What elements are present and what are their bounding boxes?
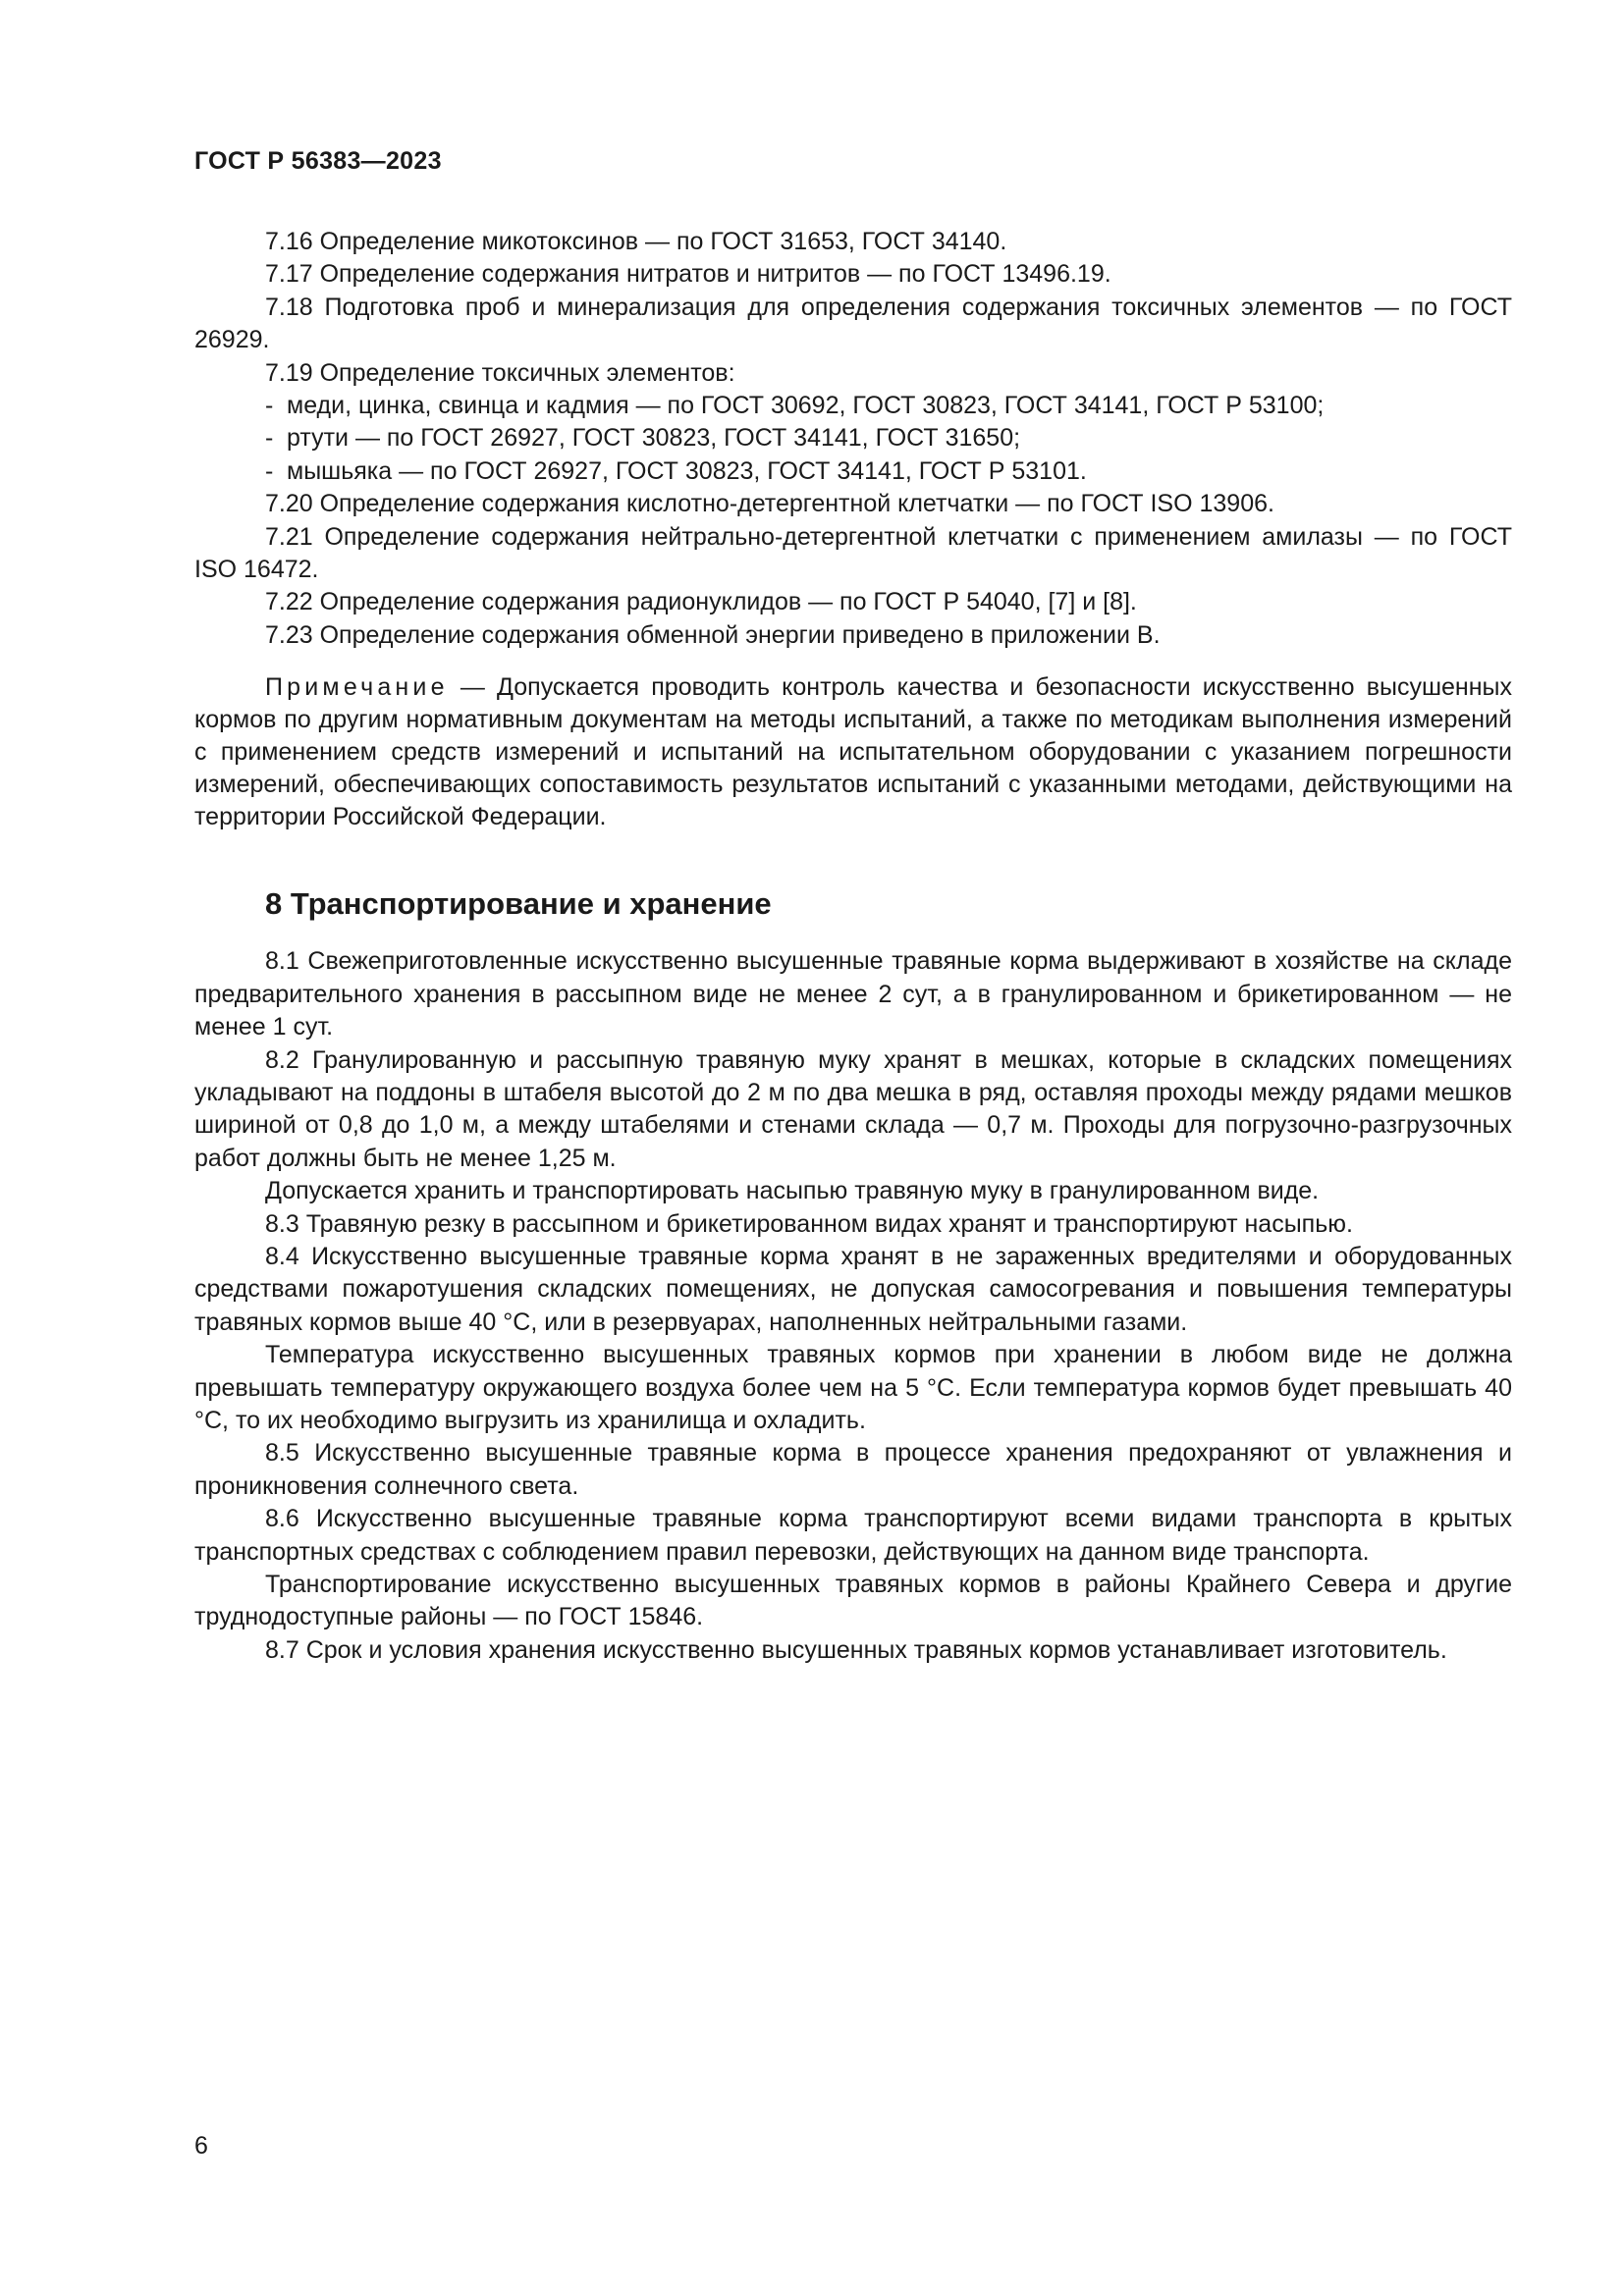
item-8-7: 8.7 Срок и условия хранения искусственно высушенных травяных кормов устанавливает изготовитель. [265, 1635, 1447, 1664]
list-dash: - [265, 424, 274, 453]
note-text: — Допускается проводить контроль качества и безопасности искусственно высушенных кормов по другим нормативным документам на методы испытаний, а также по методикам выполнения измерений с применением средств измерений и испытаний на испытательном оборудовании с указанием погрешности измерений, обеспечивающих сопоставимость результатов испытаний с указанными методами, действующими на территории Российской Федерации. [194, 673, 1512, 831]
item-7-21: 7.21 Определение содержания нейтрально-детергентной клетчатки с применением амилазы — по ГОСТ ISO 16472. [194, 522, 1512, 584]
list-dash: - [265, 456, 274, 485]
list-item-copper-zinc: - меди, цинка, свинца и кадмия — по ГОСТ 30692, ГОСТ 30823, ГОСТ 34141, ГОСТ Р 53100; [194, 390, 1512, 422]
item-7-17: 7.17 Определение содержания нитратов и нитритов — по ГОСТ 13496.19. [265, 260, 1111, 289]
item-7-19: 7.19 Определение токсичных элементов: [265, 358, 735, 387]
document-body [194, 226, 1512, 1667]
item-7-16: 7.16 Определение микотоксинов — по ГОСТ 31653, ГОСТ 34140. [265, 228, 1007, 255]
list-item-arsenic: - мышьяка — по ГОСТ 26927, ГОСТ 30823, ГОСТ 34141, ГОСТ Р 53101. [194, 455, 1512, 488]
item-8-3: 8.3 Травяную резку в рассыпном и брикетированном видах хранят и транспортируют насыпью. [265, 1209, 1353, 1238]
item-7-20: 7.20 Определение содержания кислотно-детергентной клетчатки — по ГОСТ ISO 13906. [265, 490, 1274, 518]
item-7-22: 7.22 Определение содержания радионуклидов — по ГОСТ Р 54040, [7] и [8]. [265, 588, 1137, 616]
item-8-6: 8.6 Искусственно высушенные травяные корма транспортируют всеми видами транспорта в крытых транспортных средствах с соблюдением правил перевозки, действующих на данном виде транспорта. [194, 1505, 1512, 1566]
item-7-18: 7.18 Подготовка проб и минерализация для определения содержания токсичных элементов — по ГОСТ 26929. [194, 293, 1512, 354]
section-8-title: 8 Транспортирование и хранение [265, 886, 772, 922]
list-item-mercury: - ртути — по ГОСТ 26927, ГОСТ 30823, ГОСТ 34141, ГОСТ 31650; [194, 422, 1512, 454]
list-dash: - [265, 392, 274, 420]
item-8-5: 8.5 Искусственно высушенные травяные корма в процессе хранения предохраняют от увлажнения и проникновения солнечного света. [194, 1439, 1512, 1500]
note-label: Примечание [265, 673, 449, 702]
item-8-4-addendum: Температура искусственно высушенных травяных кормов при хранении в любом виде не должна превышать температуру окружающего воздуха более чем на 5 °С. Если температура кормов будет превышать 40 °С, то их необходимо выгрузить из хранилища и охладить. [194, 1341, 1512, 1434]
item-8-1: 8.1 Свежеприготовленные искусственно высушенные травяные корма выдерживают в хозяйстве на складе предварительного хранения в рассыпном виде не менее 2 сут, а в гранулированном и брикетированном — не менее 1 сут. [194, 947, 1512, 1041]
page-number: 6 [194, 2132, 208, 2160]
item-8-2: 8.2 Гранулированную и рассыпную травяную муку хранят в мешках, которые в складских помещениях укладывают на поддоны в штабеля высотой до 2 м по два мешка в ряд, оставляя проходы между рядами мешков шириной от 0,8 до 1,0 м, а между штабелями и стенами склада — 0,7 м. Проходы для погрузочно-разгрузочных работ должны быть не менее 1,25 м. [194, 1045, 1512, 1172]
item-8-6-addendum: Транспортирование искусственно высушенных травяных кормов в районы Крайнего Севера и другие труднодоступные районы — по ГОСТ 15846. [194, 1571, 1512, 1631]
note-paragraph [194, 671, 1512, 833]
document-header: ГОСТ Р 56383—2023 [194, 147, 442, 175]
item-7-23: 7.23 Определение содержания обменной энергии приведено в приложении В. [265, 620, 1161, 649]
item-8-2-addendum: Допускается хранить и транспортировать насыпью травяную муку в гранулированном виде. [265, 1177, 1320, 1205]
item-8-4: 8.4 Искусственно высушенные травяные корма хранят в не зараженных вредителями и оборудованных средствами пожаротушения складских помещениях, не допуская самосогревания и повышения температуры травяных кормов выше 40 °С, или в резервуарах, наполненных нейтральными газами. [194, 1242, 1512, 1336]
